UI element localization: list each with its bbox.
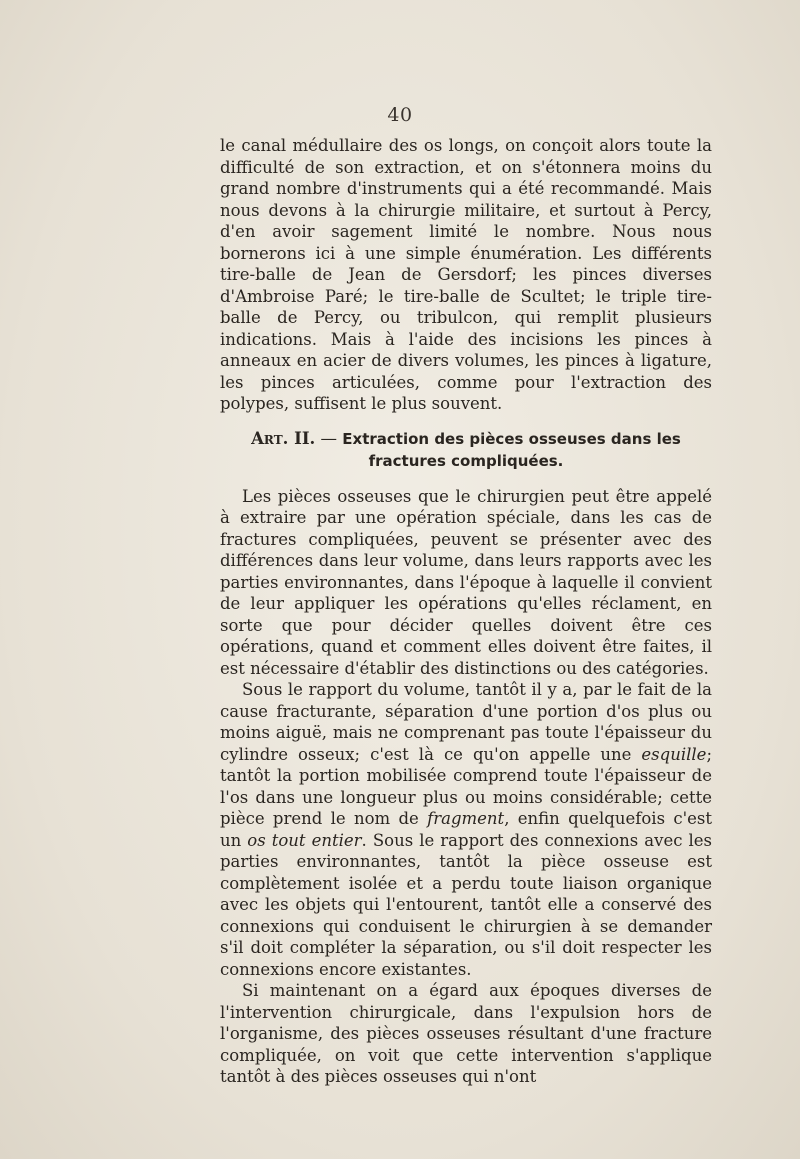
section-heading [220, 428, 712, 472]
page-body [220, 135, 712, 1088]
paragraph-volume-part-a: Sous le rapport du volume, tantôt il y a, par le fait de la cause fracturante, séparation d'une portion d'os plus ou moins aiguë, mais ne comprenant pas toute l'épaisseur du cylindre osseux; c'est là ce qu'on appelle une [220, 680, 712, 764]
paragraph-volume [220, 679, 712, 980]
page-number: 40 [387, 104, 413, 126]
section-heading-title-line-1: Extraction des pièces osseuses dans les [342, 429, 681, 448]
section-heading-title-line-2: fractures compliquées. [368, 451, 564, 470]
paragraph-volume-part-b: ; tantôt la portion mobilisée comprend toute l'épaisseur de l'os dans une longueur plus ou moins considérable; cette pièce prend le nom de [220, 744, 712, 828]
paragraph-volume-part-d: . Sous le rapport des connexions avec les parties environnantes, tantôt la pièce osseuse est complètement isolée et a perdu toute liaison organique avec les objets qui l'entourent, tantôt elle a conservé des connexions qui conduisent le chirurgien à se demander s'il doit compléter la séparation, ou s'il doit respecter les connexions encore existantes. [220, 830, 712, 979]
paragraph-categories: Les pièces osseuses que le chirurgien peut être appelé à extraire par une opération spéciale, dans les cas de fractures compliquées, peuvent se présenter avec des différences dans leur volume, dans leurs rapports avec les parties environnantes, dans l'époque à laquelle il convient de leur appliquer les opérations qu'elles réclament, en sorte que pour décider quelles doivent être ces opérations, quand et comment elles doivent être faites, il est nécessaire d'établir des distinctions ou des catégories. [220, 486, 712, 678]
paragraph-instruments: le canal médullaire des os longs, on conçoit alors toute la difficulté de son extraction, et on s'étonnera moins du grand nombre d'instruments qui a été recommandé. Mais nous devons à la chirurgie militaire, et surtout à Percy, d'en avoir sagement limité le nombre. Nous nous bornerons ici à une simple énumération. Les différents tire-balle de Jean de Gersdorf; les pinces diverses d'Ambroise Paré; le tire-balle de Scultet; le triple tire-balle de Percy, ou tribulcon, qui remplit plusieurs indications. Mais à l'aide des incisions les pinces à anneaux en acier de divers volumes, les pinces à ligature, les pinces articulées, comme pour l'extraction des polypes, suffisent le plus souvent. [220, 136, 712, 413]
paragraph-volume-part-c: , enfin quelquefois c'est un [220, 809, 712, 850]
paragraph-epochs: Si maintenant on a égard aux époques diverses de l'intervention chirurgicale, dans l'expulsion hors de l'organisme, des pièces osseuses résultant d'une fracture compliquée, on voit que cette intervention s'applique tantôt à des pièces osseuses qui n'ont [220, 981, 712, 1086]
term-fragment: fragment [427, 809, 505, 828]
term-esquille: esquille [641, 744, 707, 764]
section-heading-dash: — [315, 428, 343, 448]
term-os-tout-entier: os tout entier [247, 830, 362, 850]
section-heading-label: Art. II. [251, 428, 316, 448]
